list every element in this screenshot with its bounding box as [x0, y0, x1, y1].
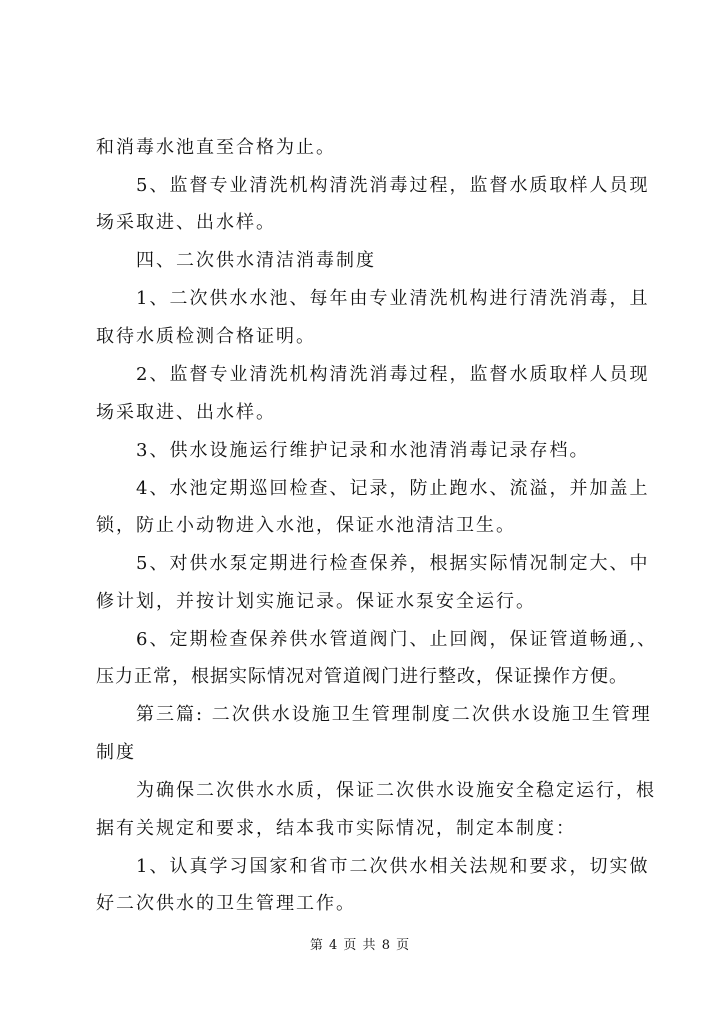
- paragraph-line: 场采取进、出水样。: [96, 212, 276, 233]
- paragraph-line: 和消毒水池直至合格为止。: [96, 137, 336, 158]
- paragraph-line: 锁，防止小动物进入水池，保证水池清洁卫生。: [96, 515, 516, 536]
- paragraph-line: 场采取进、出水样。: [96, 402, 276, 423]
- page-number-footer: 第 4 页 共 8 页: [309, 938, 411, 953]
- paragraph-line: 好二次供水的卫生管理工作。: [96, 893, 356, 914]
- paragraph-line: 6、定期检查保养供水管道阀门、止回阀，保证管道畅通,、: [136, 629, 658, 650]
- paragraph-line: 据有关规定和要求，结本我市实际情况，制定本制度：: [96, 818, 576, 839]
- paragraph-line: 4、水池定期巡回检查、记录，防止跑水、流溢，并加盖上: [136, 478, 650, 499]
- paragraph-line: 为确保二次供水水质，保证二次供水设施安全稳定运行，根: [136, 780, 656, 801]
- paragraph-line: 5、对供水泵定期进行检查保养，根据实际情况制定大、中: [136, 553, 650, 574]
- paragraph-line: 1、二次供水水池、每年由专业清洗机构进行清洗消毒，且: [136, 288, 650, 309]
- paragraph-line: 取待水质检测合格证明。: [96, 326, 316, 347]
- paragraph-line: 3、供水设施运行维护记录和水池清消毒记录存档。: [136, 440, 590, 461]
- paragraph-line: 压力正常，根据实际情况对管道阀门进行整改，保证操作方便。: [96, 666, 628, 687]
- paragraph-line: 5、监督专业清洗机构清洗消毒过程，监督水质取样人员现: [136, 175, 650, 196]
- article-title: 制度: [96, 742, 136, 763]
- section-heading: 四、二次供水清洁消毒制度: [136, 250, 376, 271]
- paragraph-line: 修计划，并按计划实施记录。保证水泵安全运行。: [96, 591, 536, 612]
- paragraph-line: 1、认真学习国家和省市二次供水相关法规和要求，切实做: [136, 856, 650, 877]
- article-title: 第三篇: 二次供水设施卫生管理制度二次供水设施卫生管理: [136, 704, 652, 725]
- paragraph-line: 2、监督专业清洗机构清洗消毒过程，监督水质取样人员现: [136, 364, 650, 385]
